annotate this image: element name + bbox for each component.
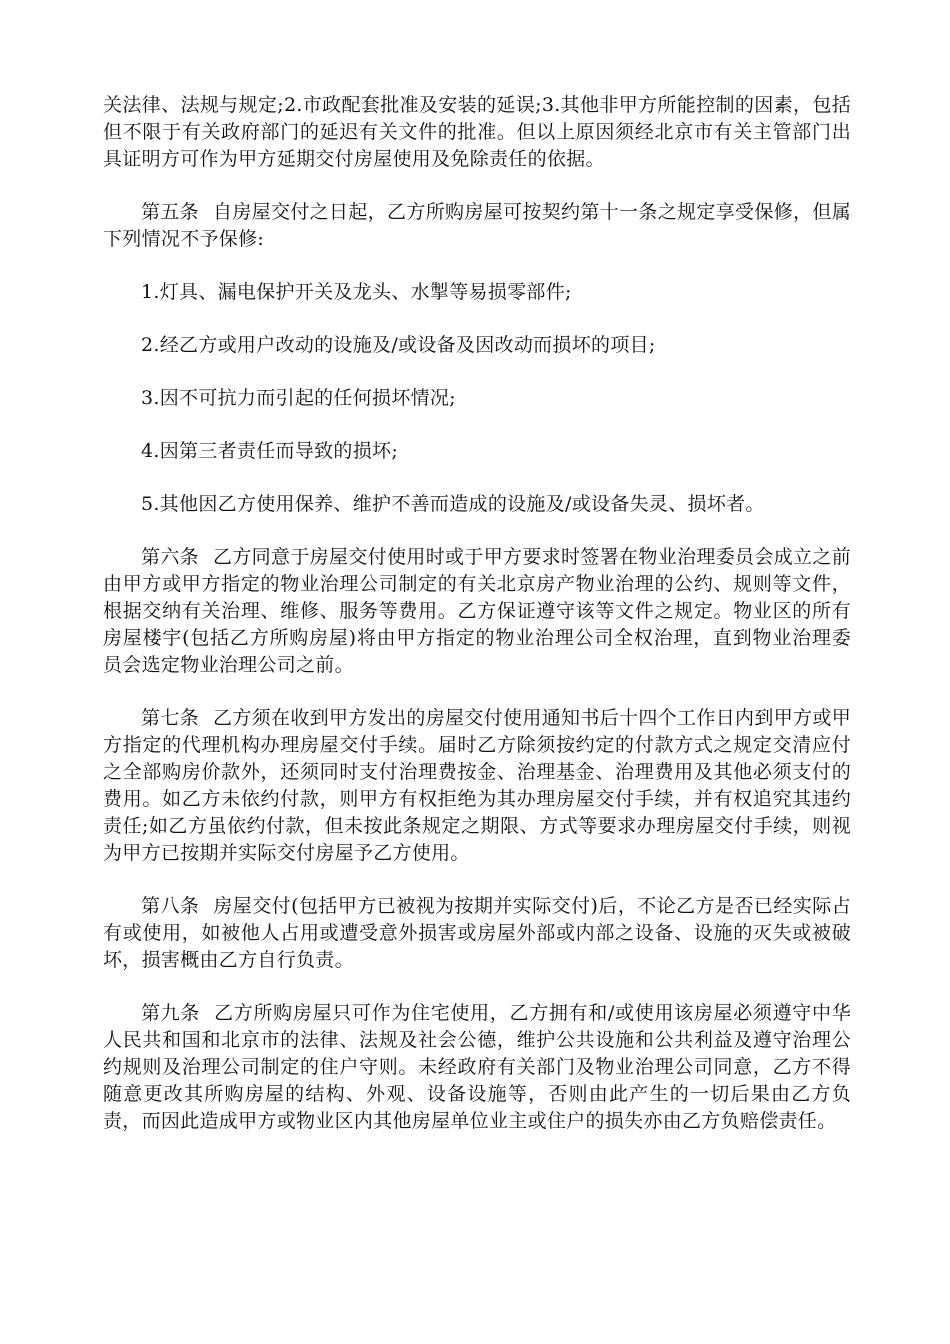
list-item-4: 4.因第三者责任而导致的损坏; bbox=[141, 440, 399, 462]
article-6-text: 乙方同意于房屋交付使用时或于甲方要求时签署在物业治理委员会成立之前由甲方或甲方指定的物业治理公司制定的有关北京房产物业治理的公约、规则等文件，根据交纳有关治理、维修、服务等费用。乙方保证遵守该等文件之规定。物业区的所有房屋楼宇(包括乙方所购房屋)将由甲方指定的物业治理公司全权治理，直到物业治理委员会选定物业治理公司之前。 bbox=[103, 546, 852, 676]
list-item-5: 5.其他因乙方使用保养、维护不善而造成的设施及/或设备失灵、损坏者。 bbox=[141, 493, 765, 515]
article-5-number: 第五条 bbox=[141, 201, 200, 223]
list-item-2: 2.经乙方或用户改动的设施及/或设备及因改动而损坏的项目; bbox=[141, 334, 656, 356]
list-item-1: 1.灯具、漏电保护开关及龙头、水掣等易损零部件; bbox=[141, 281, 572, 303]
article-7-text: 乙方须在收到甲方发出的房屋交付使用通知书后十四个工作日内到甲方或甲方指定的代理机构办理房屋交付手续。届时乙方除须按约定的付款方式之规定交清应付之全部购房价款外，还须同时支付治理费按金、治理基金、治理费用及其他必须支付的费用。如乙方未依约付款，则甲方有权拒绝为其办理房屋交付手续，并有权追究其违约责任;如乙方虽依约付款，但未按此条规定之期限、方式等要求办理房屋交付手续，则视为甲方已按期并实际交付房屋予乙方使用。 bbox=[103, 707, 852, 864]
article-8-number: 第八条 bbox=[141, 895, 200, 917]
article-5-text: 自房屋交付之日起，乙方所购房屋可按契约第十一条之规定享受保修，但属下列情况不予保修: bbox=[103, 201, 852, 250]
article-8-paragraph bbox=[103, 893, 851, 974]
continuation-paragraph: 关法律、法规与规定;2.市政配套批准及安装的延误;3.其他非甲方所能控制的因素，包括但不限于有关政府部门的延迟有关文件的批准。但以上原因须经北京市有关主管部门出具证明方可作为甲方延期交付房屋使用及免除责任的依据。 bbox=[103, 94, 851, 170]
article-6-number: 第六条 bbox=[141, 546, 200, 568]
article-6-paragraph bbox=[103, 544, 851, 679]
article-5-paragraph bbox=[103, 199, 851, 253]
article-9-text: 乙方所购房屋只可作为住宅使用，乙方拥有和/或使用该房屋必须遵守中华人民共和国和北京市的法律、法规及社会公德，维护公共设施和公共利益及遵守治理公约规则及治理公司制定的住户守则。未经政府有关部门及物业治理公司同意，乙方不得随意更改其所购房屋的结构、外观、设备设施等，否则由此产生的一切后果由乙方负责，而因此造成甲方或物业区内其他房屋单位业主或住户的损失亦由乙方负赔偿责任。 bbox=[103, 1002, 851, 1132]
article-7-number: 第七条 bbox=[141, 707, 200, 729]
article-9-number: 第九条 bbox=[141, 1002, 201, 1024]
list-item-3: 3.因不可抗力而引起的任何损坏情况; bbox=[141, 387, 456, 409]
article-8-text: 房屋交付(包括甲方已被视为按期并实际交付)后，不论乙方是否已经实际占有或使用，如被他人占用或遭受意外损害或房屋外部或内部之设备、设施的灭失或被破坏，损害概由乙方自行负责。 bbox=[103, 895, 851, 971]
article-7-paragraph bbox=[103, 705, 851, 867]
document-body bbox=[103, 92, 851, 1161]
article-9-paragraph bbox=[103, 1000, 851, 1135]
